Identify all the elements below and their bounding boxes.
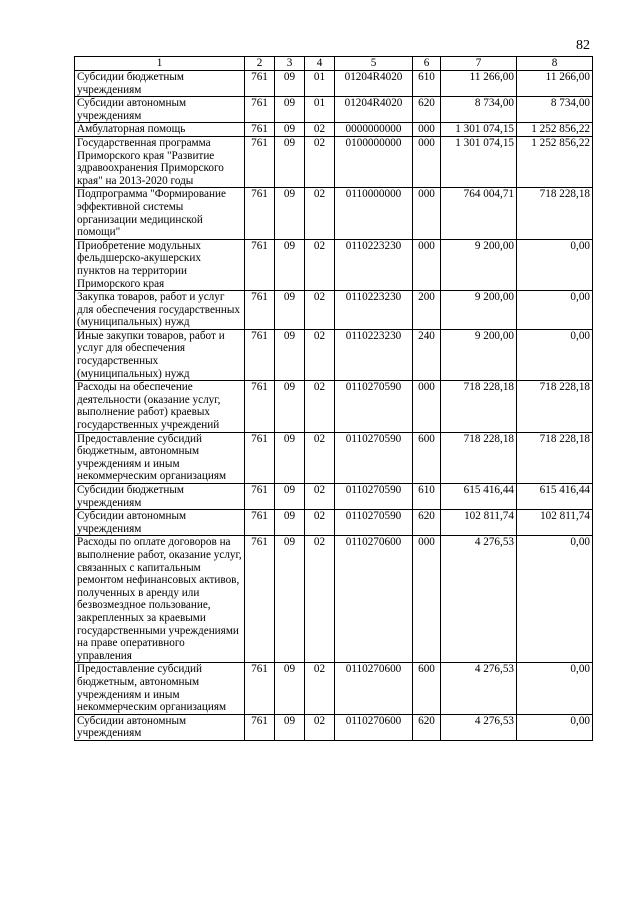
admin-code: 761	[245, 484, 275, 510]
table-row	[75, 663, 593, 714]
row-name: Расходы по оплате договоров на выполнение работ, оказание услуг, связанных с капитальным ремонтом нефинансовых активов, полученных в аренду или безвозмездное пользование, закрепленных за краевыми государственными учреждениями на праве оперативного управления	[75, 536, 245, 663]
section-code: 09	[275, 510, 305, 536]
target-article-code: 0110270590	[335, 510, 413, 536]
admin-code: 761	[245, 71, 275, 97]
target-article-code: 0110270600	[335, 663, 413, 714]
amount-plan: 615 416,44	[441, 484, 517, 510]
expense-type-code: 600	[413, 432, 441, 483]
amount-executed: 11 266,00	[517, 71, 593, 97]
table-row	[75, 432, 593, 483]
subsection-code: 02	[305, 536, 335, 663]
row-name: Государственная программа Приморского края "Развитие здравоохранения Приморского края" на 2013-2020 годы	[75, 136, 245, 187]
table-body	[75, 71, 593, 741]
budget-table	[74, 56, 593, 741]
subsection-code: 02	[305, 291, 335, 330]
expense-type-code: 600	[413, 663, 441, 714]
section-code: 09	[275, 188, 305, 239]
section-code: 09	[275, 291, 305, 330]
section-code: 09	[275, 136, 305, 187]
table-row	[75, 536, 593, 663]
header-row	[75, 57, 593, 71]
admin-code: 761	[245, 329, 275, 380]
expense-type-code: 000	[413, 188, 441, 239]
admin-code: 761	[245, 381, 275, 432]
table-row	[75, 714, 593, 740]
amount-executed: 1 252 856,22	[517, 123, 593, 137]
subsection-code: 02	[305, 714, 335, 740]
amount-executed: 718 228,18	[517, 432, 593, 483]
amount-plan: 4 276,53	[441, 714, 517, 740]
subsection-code: 02	[305, 510, 335, 536]
column-header: 8	[517, 57, 593, 71]
section-code: 09	[275, 71, 305, 97]
column-header: 6	[413, 57, 441, 71]
amount-plan: 9 200,00	[441, 329, 517, 380]
subsection-code: 01	[305, 71, 335, 97]
section-code: 09	[275, 432, 305, 483]
target-article-code: 0110270600	[335, 714, 413, 740]
table-row	[75, 123, 593, 137]
row-name: Субсидии бюджетным учреждениям	[75, 71, 245, 97]
column-header: 1	[75, 57, 245, 71]
expense-type-code: 620	[413, 510, 441, 536]
expense-type-code: 240	[413, 329, 441, 380]
subsection-code: 02	[305, 136, 335, 187]
subsection-code: 02	[305, 432, 335, 483]
table-row	[75, 381, 593, 432]
subsection-code: 02	[305, 484, 335, 510]
admin-code: 761	[245, 536, 275, 663]
expense-type-code: 000	[413, 381, 441, 432]
admin-code: 761	[245, 510, 275, 536]
target-article-code: 0110270600	[335, 536, 413, 663]
table-row	[75, 71, 593, 97]
subsection-code: 02	[305, 188, 335, 239]
target-article-code: 0000000000	[335, 123, 413, 137]
table-row	[75, 239, 593, 290]
subsection-code: 02	[305, 123, 335, 137]
amount-plan: 11 266,00	[441, 71, 517, 97]
target-article-code: 0110270590	[335, 432, 413, 483]
target-article-code: 0110270590	[335, 381, 413, 432]
row-name: Амбулаторная помощь	[75, 123, 245, 137]
row-name: Субсидии автономным учреждениям	[75, 97, 245, 123]
amount-executed: 0,00	[517, 536, 593, 663]
column-header: 4	[305, 57, 335, 71]
target-article-code: 01204R4020	[335, 97, 413, 123]
amount-executed: 615 416,44	[517, 484, 593, 510]
table-row	[75, 136, 593, 187]
row-name: Расходы на обеспечение деятельности (оказание услуг, выполнение работ) краевых государственных учреждений	[75, 381, 245, 432]
expense-type-code: 620	[413, 714, 441, 740]
column-header: 7	[441, 57, 517, 71]
subsection-code: 02	[305, 381, 335, 432]
section-code: 09	[275, 663, 305, 714]
admin-code: 761	[245, 714, 275, 740]
table-row	[75, 97, 593, 123]
target-article-code: 0110223230	[335, 239, 413, 290]
amount-plan: 718 228,18	[441, 381, 517, 432]
row-name: Приобретение модульных фельдшерско-акушерских пунктов на территории Приморского края	[75, 239, 245, 290]
page-number: 82	[576, 38, 590, 53]
expense-type-code: 620	[413, 97, 441, 123]
admin-code: 761	[245, 291, 275, 330]
amount-executed: 718 228,18	[517, 381, 593, 432]
table-row	[75, 510, 593, 536]
amount-plan: 102 811,74	[441, 510, 517, 536]
expense-type-code: 000	[413, 239, 441, 290]
table-row	[75, 291, 593, 330]
amount-plan: 9 200,00	[441, 239, 517, 290]
column-header: 3	[275, 57, 305, 71]
subsection-code: 02	[305, 329, 335, 380]
row-name: Подпрограмма "Формирование эффективной системы организации медицинской помощи"	[75, 188, 245, 239]
row-name: Субсидии автономным учреждениям	[75, 510, 245, 536]
column-header: 2	[245, 57, 275, 71]
amount-executed: 8 734,00	[517, 97, 593, 123]
section-code: 09	[275, 484, 305, 510]
admin-code: 761	[245, 432, 275, 483]
column-header: 5	[335, 57, 413, 71]
section-code: 09	[275, 381, 305, 432]
expense-type-code: 610	[413, 484, 441, 510]
amount-executed: 0,00	[517, 239, 593, 290]
target-article-code: 0110000000	[335, 188, 413, 239]
expense-type-code: 200	[413, 291, 441, 330]
amount-executed: 1 252 856,22	[517, 136, 593, 187]
row-name: Субсидии автономным учреждениям	[75, 714, 245, 740]
subsection-code: 01	[305, 97, 335, 123]
row-name: Предоставление субсидий бюджетным, автономным учреждениям и иным некоммерческим организациям	[75, 663, 245, 714]
amount-plan: 1 301 074,15	[441, 123, 517, 137]
section-code: 09	[275, 97, 305, 123]
amount-plan: 1 301 074,15	[441, 136, 517, 187]
admin-code: 761	[245, 97, 275, 123]
admin-code: 761	[245, 239, 275, 290]
admin-code: 761	[245, 136, 275, 187]
amount-plan: 718 228,18	[441, 432, 517, 483]
amount-plan: 9 200,00	[441, 291, 517, 330]
amount-executed: 0,00	[517, 291, 593, 330]
amount-plan: 8 734,00	[441, 97, 517, 123]
amount-plan: 4 276,53	[441, 536, 517, 663]
target-article-code: 0110270590	[335, 484, 413, 510]
row-name: Иные закупки товаров, работ и услуг для обеспечения государственных (муниципальных) нужд	[75, 329, 245, 380]
table-row	[75, 484, 593, 510]
amount-plan: 4 276,53	[441, 663, 517, 714]
row-name: Субсидии бюджетным учреждениям	[75, 484, 245, 510]
table-row	[75, 188, 593, 239]
admin-code: 761	[245, 123, 275, 137]
section-code: 09	[275, 123, 305, 137]
section-code: 09	[275, 536, 305, 663]
expense-type-code: 000	[413, 536, 441, 663]
amount-executed: 0,00	[517, 714, 593, 740]
expense-type-code: 000	[413, 123, 441, 137]
table-row	[75, 329, 593, 380]
amount-executed: 0,00	[517, 329, 593, 380]
target-article-code: 0110223230	[335, 329, 413, 380]
section-code: 09	[275, 239, 305, 290]
expense-type-code: 610	[413, 71, 441, 97]
target-article-code: 0100000000	[335, 136, 413, 187]
row-name: Закупка товаров, работ и услуг для обеспечения государственных (муниципальных) нужд	[75, 291, 245, 330]
section-code: 09	[275, 714, 305, 740]
amount-plan: 764 004,71	[441, 188, 517, 239]
amount-executed: 718 228,18	[517, 188, 593, 239]
row-name: Предоставление субсидий бюджетным, автономным учреждениям и иным некоммерческим организациям	[75, 432, 245, 483]
admin-code: 761	[245, 663, 275, 714]
admin-code: 761	[245, 188, 275, 239]
expense-type-code: 000	[413, 136, 441, 187]
subsection-code: 02	[305, 663, 335, 714]
amount-executed: 102 811,74	[517, 510, 593, 536]
section-code: 09	[275, 329, 305, 380]
target-article-code: 0110223230	[335, 291, 413, 330]
subsection-code: 02	[305, 239, 335, 290]
target-article-code: 01204R4020	[335, 71, 413, 97]
amount-executed: 0,00	[517, 663, 593, 714]
